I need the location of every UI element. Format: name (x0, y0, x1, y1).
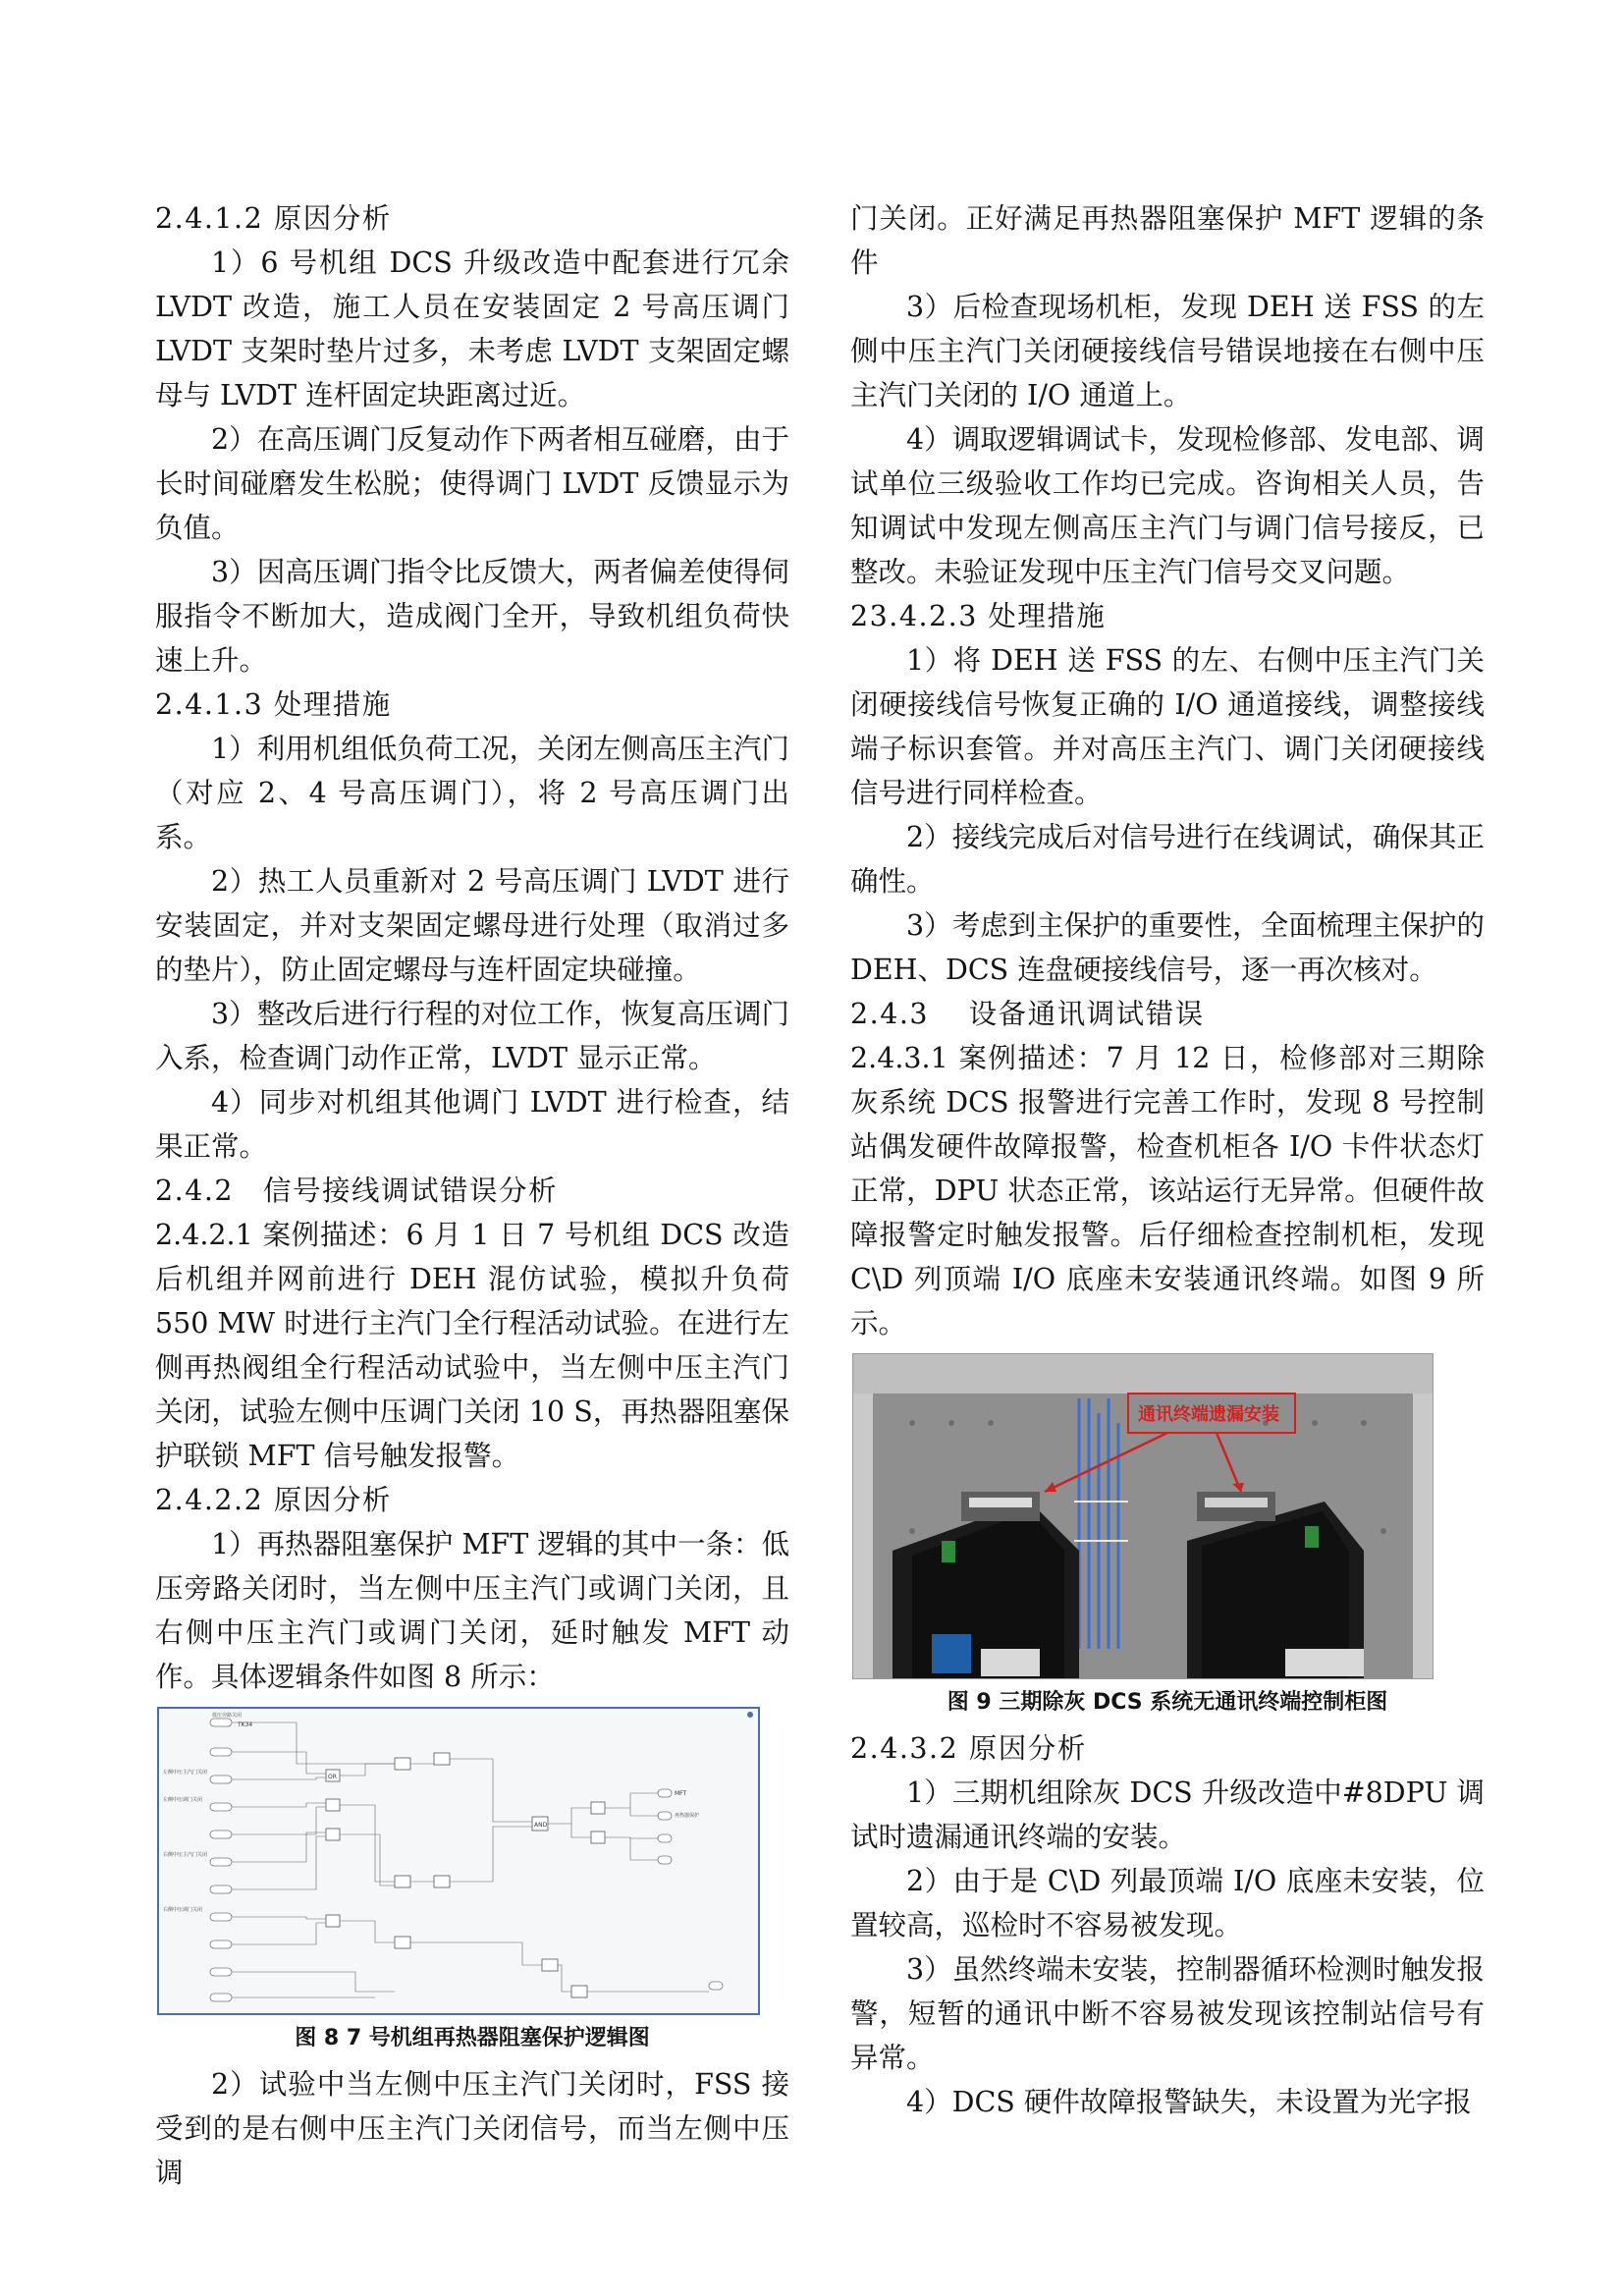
paragraph: 门关闭。正好满足再热器阻塞保护 MFT 逻辑的条件 (850, 202, 1485, 279)
diagram-label: 左侧中压调门关闭 (163, 1797, 203, 1803)
paragraph: 3）因高压调门指令比反馈大，两者偏差使得伺服指令不断加大，造成阀门全开，导致机组负荷快速上升。 (155, 556, 789, 677)
diagram-label: 再热器保护 (675, 1813, 700, 1819)
figure-caption: 图 9 三期除灰 DCS 系统无通讯终端控制柜图 (947, 1690, 1388, 1715)
section-heading: 2.4.1.2 原因分析 (155, 202, 392, 235)
photo-callout-text: 通讯终端遗漏安装 (1138, 1404, 1279, 1425)
diagram-label: OR (328, 1774, 337, 1780)
section-heading: 23.4.2.3 处理措施 (850, 600, 1107, 632)
section-heading: 2.4.2 信号接线调试错误分析 (155, 1175, 559, 1207)
paragraph: 3）虽然终端未安装，控制器循环检测时触发报警，短暂的通讯中断不容易被发现该控制站信号有异常。 (850, 1953, 1485, 2074)
logic-diagram-image (157, 1707, 760, 2015)
paragraph: 3）考虑到主保护的重要性，全面梳理主保护的 DEH、DCS 连盘硬接线信号，逐一再次核对。 (850, 909, 1485, 986)
figure-9 (850, 1353, 1485, 1722)
paragraph: 1）6 号机组 DCS 升级改造中配套进行冗余 LVDT 改造，施工人员在安装固定 2 号高压调门 LVDT 支架时垫片过多，未考虑 LVDT 支架固定螺母与 LVDT 连杆固定块距离过近。 (155, 246, 789, 411)
corner-marker-icon (747, 1712, 753, 1718)
paragraph: 2.4.2.1 案例描述：6 月 1 日 7 号机组 DCS 改造后机组并网前进行 DEH 混仿试验，模拟升负荷 550 MW 时进行主汽门全行程活动试验。在进行左侧再热阀组全行程活动试验中，当左侧中压主汽门关闭，试验左侧中压调门关闭 10 S，再热器阻塞保护联锁 MFT 信号触发报警。 (155, 1219, 789, 1472)
paragraph: 1）将 DEH 送 FSS 的左、右侧中压主汽门关闭硬接线信号恢复正确的 I/O 通道接线，调整接线端子标识套管。并对高压主汽门、调门关闭硬接线信号进行同样检查。 (850, 644, 1485, 809)
paragraph: 2）热工人员重新对 2 号高压调门 LVDT 进行安装固定，并对支架固定螺母进行处理（取消过多的垫片），防止固定螺母与连杆固定块碰撞。 (155, 865, 789, 986)
paragraph: 2）由于是 C\D 列最顶端 I/O 底座未安装，位置较高，巡检时不容易被发现。 (850, 1865, 1485, 1941)
figure-caption: 图 8 7 号机组再热器阻塞保护逻辑图 (295, 2026, 650, 2050)
paragraph: 2.4.3.1 案例描述：7 月 12 日，检修部对三期除灰系统 DCS 报警进行完善工作时，发现 8 号控制站偶发硬件故障报警，检查机柜各 I/O 卡件状态灯正常，DPU 状态正常，该站运行无异常。但硬件故障报警定时触发报警。后仔细检查控制机柜，发现 C\D 列顶端 I/O 底座未安装通讯终端。如图 9 所示。 (850, 1042, 1485, 1339)
paragraph: 3）整改后进行行程的对位工作，恢复高压调门入系，检查调门动作正常，LVDT 显示正常。 (155, 998, 789, 1074)
diagram-label: 右侧中压主汽门关闭 (163, 1852, 208, 1858)
diagram-label: AND (534, 1822, 548, 1829)
paragraph: 4）DCS 硬件故障报警缺失，未设置为光字报 (906, 2086, 1472, 2118)
diagram-label: TK34 (238, 1722, 253, 1728)
paragraph: 2）在高压调门反复动作下两者相互碰磨，由于长时间碰磨发生松脱；使得调门 LVDT 反馈显示为负值。 (155, 423, 789, 544)
section-heading: 2.4.3 设备通讯调试错误 (850, 998, 1205, 1030)
cabinet-photo (852, 1353, 1434, 1679)
section-heading: 2.4.1.3 处理措施 (155, 688, 392, 721)
section-heading: 2.4.3.2 原因分析 (850, 1732, 1087, 1765)
paragraph: 2）接线完成后对信号进行在线调试，确保其正确性。 (850, 821, 1485, 898)
paragraph: 4）同步对机组其他调门 LVDT 进行检查，结果正常。 (155, 1086, 789, 1163)
diagram-label: 右侧中压调门关闭 (163, 1907, 203, 1913)
left-column (155, 196, 789, 2195)
paragraph: 2）试验中当左侧中压主汽门关闭时，FSS 接受到的是右侧中压主汽门关闭信号，而当左侧中压调 (155, 2068, 789, 2189)
cabinet-photo-svg (853, 1354, 1433, 1678)
paragraph: 3）后检查现场机柜，发现 DEH 送 FSS 的左侧中压主汽门关闭硬接线信号错误地接在右侧中压主汽门关闭的 I/O 通道上。 (850, 291, 1485, 411)
right-column (850, 196, 1485, 2124)
logic-diagram-svg (159, 1709, 758, 2013)
paragraph: 4）调取逻辑调试卡，发现检修部、发电部、调试单位三级验收工作均已完成。咨询相关人员，告知调试中发现左侧高压主汽门与调门信号接反，已整改。未验证发现中压主汽门信号交叉问题。 (850, 423, 1485, 588)
paragraph: 1）利用机组低负荷工况，关闭左侧高压主汽门（对应 2、4 号高压调门），将 2 号高压调门出系。 (155, 733, 789, 853)
paragraph: 1）三期机组除灰 DCS 升级改造中#8DPU 调试时遗漏通讯终端的安装。 (850, 1777, 1485, 1853)
paragraph: 1）再热器阻塞保护 MFT 逻辑的其中一条：低压旁路关闭时，当左侧中压主汽门或调门关闭，且右侧中压主汽门或调门关闭，延时触发 MFT 动作。具体逻辑条件如图 8 所示： (155, 1528, 789, 1693)
diagram-label: 低压旁路关闭 (212, 1713, 243, 1719)
section-heading: 2.4.2.2 原因分析 (155, 1484, 392, 1516)
figure-8 (155, 1707, 789, 2058)
diagram-label: MFT (675, 1790, 687, 1797)
diagram-label: 左侧中压主汽门关闭 (163, 1770, 208, 1776)
